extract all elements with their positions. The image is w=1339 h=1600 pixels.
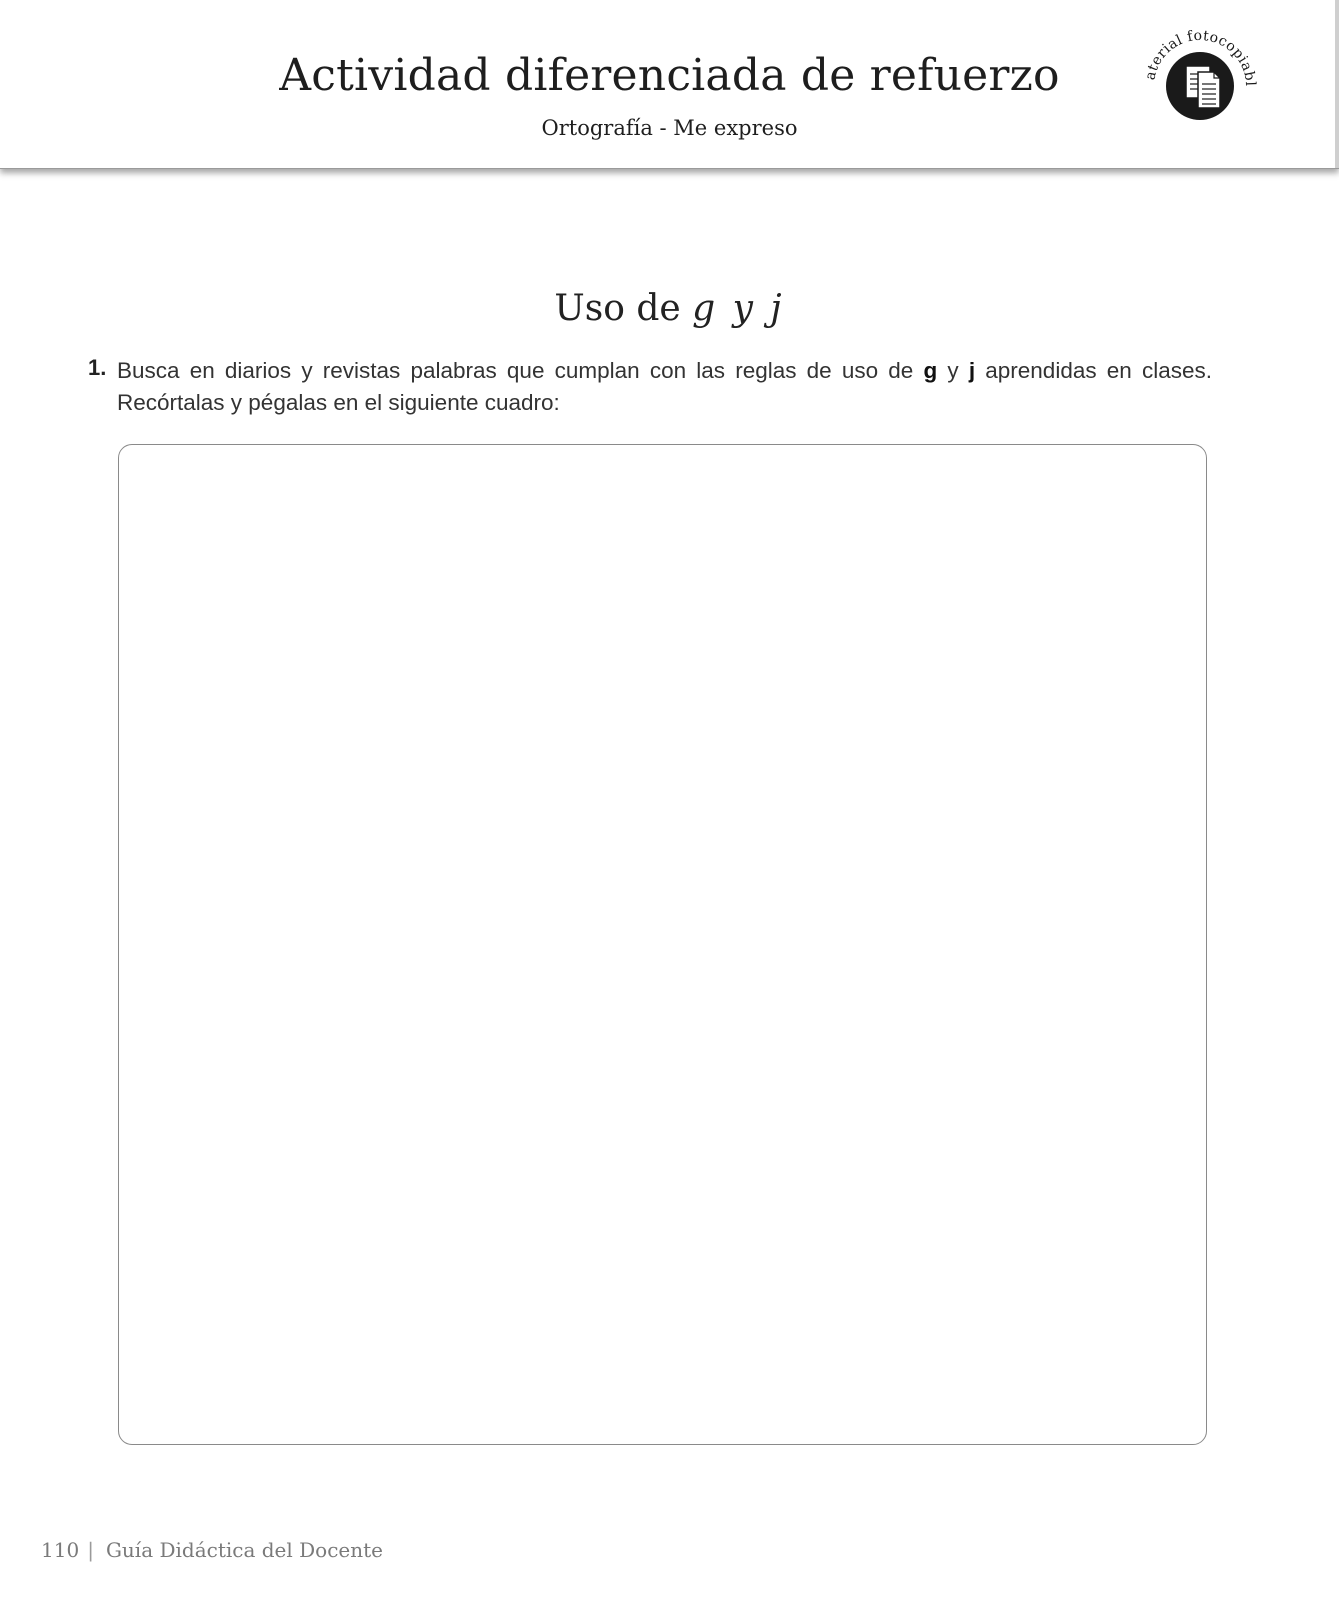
page-number: 110 (41, 1538, 80, 1562)
photocopiable-badge (1140, 22, 1260, 142)
book-title: Guía Didáctica del Docente (105, 1538, 384, 1562)
section-title-prefix: Uso de (554, 288, 681, 329)
question-text-line2: Recórtalas y pégalas en el siguiente cuadro: (117, 390, 560, 415)
footer-separator: | (87, 1538, 94, 1562)
badge-text: aterial fotocopiabl (1142, 27, 1259, 87)
question-text-part-c: aprendidas en clases. (975, 358, 1212, 383)
answer-box[interactable] (118, 444, 1207, 1445)
photocopy-documents-icon (1140, 22, 1260, 142)
question-letter-j: j (968, 358, 976, 383)
question-text-part-a: Busca en diarios y revistas palabras que cumplan con las reglas de uso de (117, 358, 924, 383)
question-text-line1 (117, 355, 1212, 387)
question-text-part-b: y (937, 358, 969, 383)
page-footer (41, 1538, 383, 1562)
section-title (0, 288, 1339, 329)
question-number: 1. (88, 355, 107, 380)
section-title-letters: g y j (692, 288, 785, 329)
page-title: Actividad diferenciada de refuerzo (279, 50, 1060, 101)
page-subtitle: Ortografía - Me expreso (541, 116, 798, 140)
question-letter-g: g (923, 358, 938, 383)
